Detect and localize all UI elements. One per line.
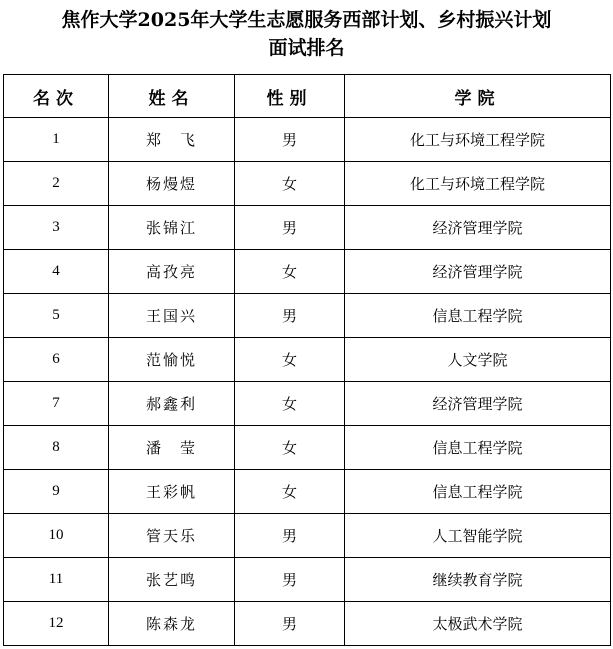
ranking-table (3, 74, 611, 646)
cell-college: 化工与环境工程学院 (345, 118, 611, 162)
cell-gender: 男 (235, 206, 345, 250)
cell-name: 杨熳煜 (109, 162, 235, 206)
cell-college: 人工智能学院 (345, 514, 611, 558)
cell-college: 经济管理学院 (345, 382, 611, 426)
cell-rank: 4 (4, 250, 109, 294)
cell-rank: 3 (4, 206, 109, 250)
cell-rank: 8 (4, 426, 109, 470)
table-row (4, 382, 611, 426)
cell-rank: 5 (4, 294, 109, 338)
cell-name: 张锦江 (109, 206, 235, 250)
table-row (4, 162, 611, 206)
cell-name: 陈森龙 (109, 602, 235, 646)
title-line-1: 焦作大学2025年大学生志愿服务西部计划、乡村振兴计划 (61, 9, 552, 31)
cell-gender: 男 (235, 602, 345, 646)
table-row (4, 470, 611, 514)
cell-name: 郝鑫利 (109, 382, 235, 426)
table-row (4, 118, 611, 162)
header-name: 姓名 (109, 75, 235, 118)
cell-name: 范愉悦 (109, 338, 235, 382)
cell-rank: 10 (4, 514, 109, 558)
cell-name: 张艺鸣 (109, 558, 235, 602)
cell-college: 太极武术学院 (345, 602, 611, 646)
header-gender: 性别 (235, 75, 345, 118)
cell-gender: 女 (235, 162, 345, 206)
document-title (0, 0, 613, 74)
table-row (4, 514, 611, 558)
cell-college: 信息工程学院 (345, 294, 611, 338)
table-row (4, 250, 611, 294)
table-row (4, 206, 611, 250)
cell-gender: 女 (235, 470, 345, 514)
cell-college: 经济管理学院 (345, 206, 611, 250)
cell-rank: 11 (4, 558, 109, 602)
cell-rank: 1 (4, 118, 109, 162)
cell-gender: 女 (235, 382, 345, 426)
cell-rank: 6 (4, 338, 109, 382)
table-row (4, 602, 611, 646)
table-header-row (4, 75, 611, 118)
table-row (4, 558, 611, 602)
cell-college: 人文学院 (345, 338, 611, 382)
cell-gender: 男 (235, 558, 345, 602)
cell-college: 信息工程学院 (345, 426, 611, 470)
cell-rank: 9 (4, 470, 109, 514)
cell-gender: 男 (235, 294, 345, 338)
cell-rank: 7 (4, 382, 109, 426)
cell-gender: 男 (235, 514, 345, 558)
cell-name: 高孜亮 (109, 250, 235, 294)
table-row (4, 338, 611, 382)
title-line-2: 面试排名 (268, 37, 345, 59)
cell-name: 王国兴 (109, 294, 235, 338)
cell-college: 信息工程学院 (345, 470, 611, 514)
cell-rank: 12 (4, 602, 109, 646)
cell-name: 王彩帆 (109, 470, 235, 514)
cell-gender: 男 (235, 118, 345, 162)
header-rank: 名次 (4, 75, 109, 118)
cell-college: 继续教育学院 (345, 558, 611, 602)
cell-rank: 2 (4, 162, 109, 206)
header-college: 学院 (345, 75, 611, 118)
cell-gender: 女 (235, 426, 345, 470)
cell-gender: 女 (235, 250, 345, 294)
cell-gender: 女 (235, 338, 345, 382)
cell-name: 管天乐 (109, 514, 235, 558)
cell-name: 郑 飞 (109, 118, 235, 162)
table-row (4, 426, 611, 470)
cell-college: 化工与环境工程学院 (345, 162, 611, 206)
table-row (4, 294, 611, 338)
cell-name: 潘 莹 (109, 426, 235, 470)
cell-college: 经济管理学院 (345, 250, 611, 294)
